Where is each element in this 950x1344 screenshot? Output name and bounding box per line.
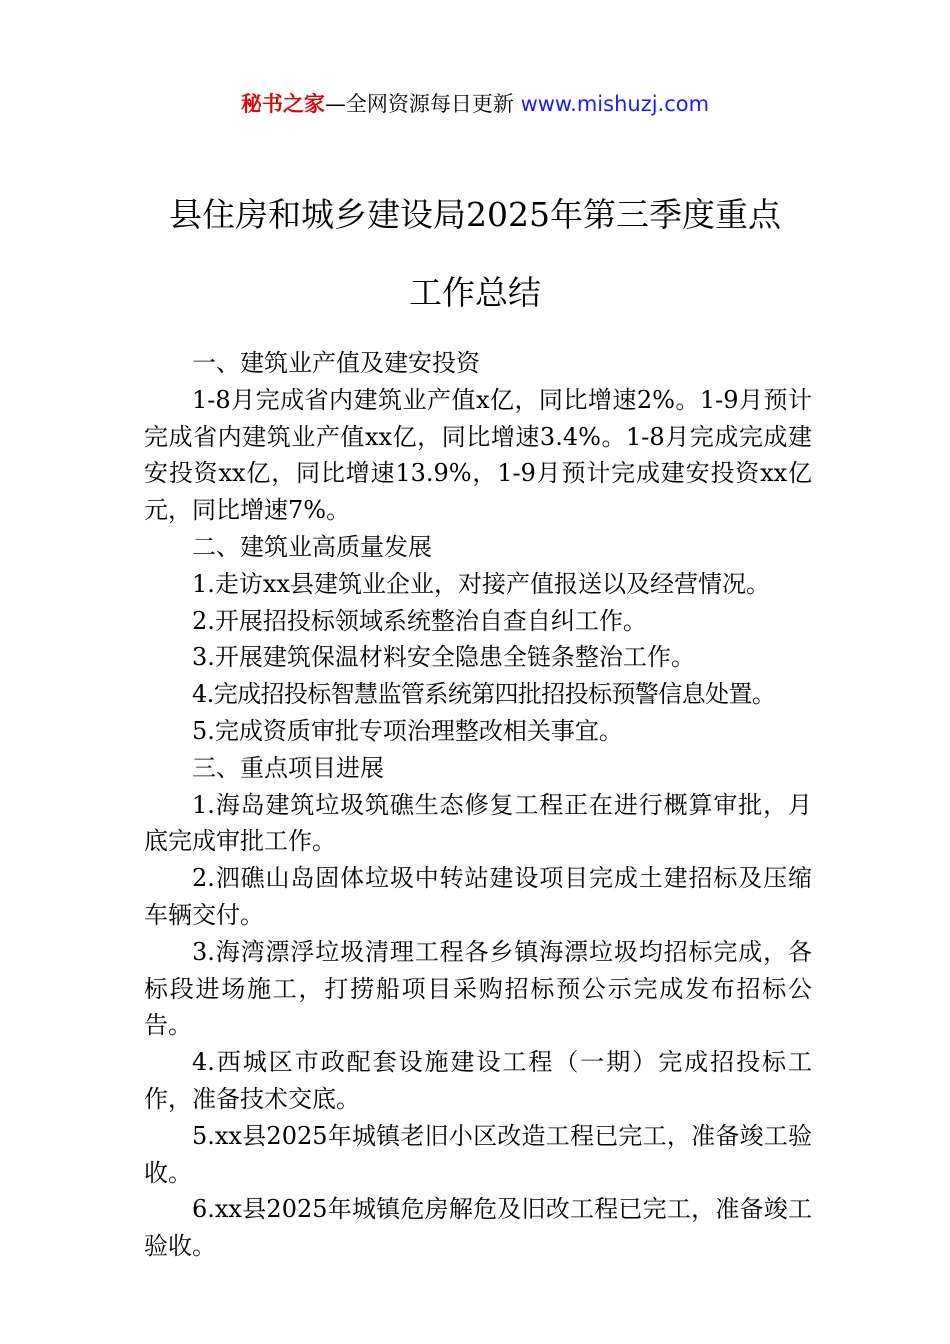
section-2-item-5: 5.完成资质审批专项治理整改相关事宜。 <box>192 716 623 745</box>
document-title-line-2: 工作总结 <box>409 273 541 312</box>
site-brand: 秘书之家 <box>240 92 325 116</box>
site-tagline: —全网资源每日更新 <box>324 92 521 116</box>
site-header <box>0 88 950 120</box>
section-3-item-1: 1.海岛建筑垃圾筑礁生态修复工程正在进行概算审批，月底完成审批工作。 <box>144 790 812 856</box>
document-body <box>144 345 812 1265</box>
section-2-item-2: 2.开展招投标领域系统整治自查自纠工作。 <box>192 606 647 635</box>
section-heading-1: 一、建筑业产值及建安投资 <box>192 349 480 377</box>
section-heading-3: 三、重点项目进展 <box>192 753 384 782</box>
section-2-item-3: 3.开展建筑保温材料安全隐患全链条整治工作。 <box>192 643 695 672</box>
document-title-line-1: 县住房和城乡建设局2025年第三季度重点 <box>169 195 781 234</box>
section-2-item-1: 1.走访xx县建筑业企业，对接产值报送以及经营情况。 <box>192 569 770 598</box>
site-url-link[interactable]: www.mishuzj.com <box>520 92 710 116</box>
document-title <box>100 176 850 332</box>
section-3-item-3: 3.海湾漂浮垃圾清理工程各乡镇海漂垃圾均招标完成，各标段进场施工，打捞船项目采购招标预公示完成发布招标公告。 <box>144 937 812 1040</box>
section-3-item-5: 5.xx县2025年城镇老旧小区改造工程已完工，准备竣工验收。 <box>144 1121 812 1187</box>
section-1-paragraph: 1-8月完成省内建筑业产值x亿，同比增速2%。1-9月预计完成省内建筑业产值xx亿，同比增速3.4%。1-8月完成完成建安投资xx亿，同比增速13.9%，1-9月预计完成建安投资xx亿元，同比增速7%。 <box>144 385 812 525</box>
section-3-item-4: 4.西城区市政配套设施建设工程（一期）完成招投标工作，准备技术交底。 <box>144 1048 812 1113</box>
section-3-item-6: 6.xx县2025年城镇危房解危及旧改工程已完工，准备竣工验收。 <box>144 1195 812 1261</box>
section-3-item-2: 2.泗礁山岛固体垃圾中转站建设项目完成土建招标及压缩车辆交付。 <box>144 864 812 929</box>
section-heading-2: 二、建筑业高质量发展 <box>192 532 432 561</box>
section-2-item-4: 4.完成招投标智慧监管系统第四批招投标预警信息处置。 <box>192 680 776 709</box>
